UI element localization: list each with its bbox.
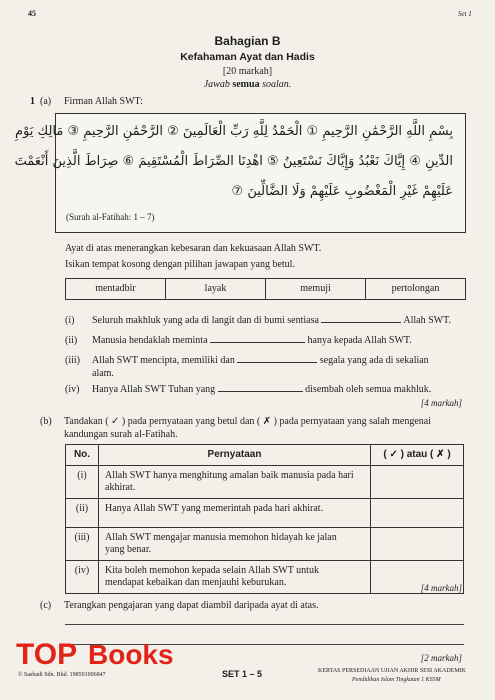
- table-row: [66, 528, 464, 561]
- arabic-line-1: بِسْمِ اللَّهِ الرَّحْمَٰنِ الرَّحِيمِ ① الْحَمْدُ لِلَّهِ رَبِّ الْعَالَمِينَ ② الرَّحْمَٰنِ الرَّحِيمِ ③ مَالِكِ يَوْمِ: [14, 124, 453, 139]
- answer-line[interactable]: [65, 624, 464, 625]
- answer-blank[interactable]: [237, 362, 317, 363]
- marks-a: [4 markah]: [420, 398, 462, 408]
- row-statement: Kita boleh memohon kepada selain Allah SWT untuk mendapat kebaikan dan menjauhi keburukan.: [99, 561, 371, 594]
- logo-books-text: Books: [88, 639, 174, 670]
- part-b-instruction-2: kandungan surah al-Fatihah.: [64, 429, 178, 440]
- part-a-label: (a): [40, 96, 52, 107]
- footer-right-2: Pendidikan Islam Tingkatan 1 KSSM: [352, 677, 441, 683]
- page-code: SET 1 – 5: [222, 669, 263, 679]
- answer-cell[interactable]: [371, 466, 464, 499]
- header-no: No.: [66, 445, 99, 466]
- fill-item-2: Manusia hendaklah meminta hanya kepada Allah SWT.: [92, 335, 412, 346]
- item-number: (iv): [65, 384, 80, 395]
- item-number: (iii): [65, 355, 80, 366]
- section-title: Bahagian B: [214, 34, 281, 48]
- question-number: 1: [30, 96, 35, 107]
- page-number: 45: [28, 9, 36, 18]
- row-statement: Allah SWT hanya menghitung amalan baik manusia pada hari akhirat.: [99, 466, 371, 499]
- part-c-prompt: Terangkan pengajaran yang dapat diambil daripada ayat di atas.: [64, 600, 319, 611]
- row-number: (iv): [66, 561, 99, 594]
- statement-table: [65, 444, 464, 594]
- answer-cell[interactable]: [371, 499, 464, 528]
- item-number: (i): [65, 315, 75, 326]
- header-answer: ( ✓ ) atau ( ✗ ): [371, 445, 464, 466]
- word-bank-item: pertolongan: [391, 283, 440, 294]
- table-row: [66, 499, 464, 528]
- fill-item-4: Hanya Allah SWT Tuhan yang disembah oleh semua makhluk.: [92, 384, 432, 395]
- item-number: (ii): [65, 335, 78, 346]
- answer-blank[interactable]: [218, 391, 303, 392]
- description-2: Isikan tempat kosong dengan pilihan jawapan yang betul.: [65, 259, 295, 270]
- part-a-prompt: Firman Allah SWT:: [64, 96, 143, 107]
- row-number: (iii): [66, 528, 99, 561]
- table-row: [66, 466, 464, 499]
- fill-item-1: Seluruh makhluk yang ada di langit dan di bumi sentiasa Allah SWT.: [92, 315, 451, 326]
- row-number: (ii): [66, 499, 99, 528]
- surah-reference: (Surah al-Fatihah: 1 – 7): [66, 212, 155, 222]
- answer-blank[interactable]: [321, 322, 401, 323]
- set-label: Set 1: [458, 10, 472, 18]
- fill-item-3: Allah SWT mencipta, memiliki dan segala yang ada di sekalian: [92, 355, 429, 366]
- topbooks-logo: [14, 628, 194, 676]
- word-bank-item: mentadbir: [66, 279, 166, 299]
- section-instruction: Jawab semua soalan.: [203, 79, 292, 90]
- verse-box: [14, 113, 466, 233]
- marks-b: [4 markah]: [420, 583, 462, 593]
- topbooks-logo-graphic: [14, 628, 194, 676]
- part-b-label: (b): [40, 416, 52, 427]
- word-bank-item: layak: [166, 279, 266, 299]
- section-marks: [20 markah]: [222, 66, 273, 77]
- answer-cell[interactable]: [371, 528, 464, 561]
- arabic-line-2: الدِّينِ ④ إِيَّاكَ نَعْبُدُ وَإِيَّاكَ نَسْتَعِينُ ⑤ اهْدِنَا الصِّرَاطَ الْمُسْتَقِيمَ ⑥ صِرَاطَ الَّذِينَ أَنْعَمْتَ: [14, 154, 453, 169]
- logo-top-text: TOP: [16, 638, 78, 671]
- row-number: (i): [66, 466, 99, 499]
- table-header-row: [66, 445, 464, 466]
- marks-c: [2 markah]: [420, 653, 462, 663]
- section-subtitle: Kefahaman Ayat dan Hadis: [180, 51, 315, 63]
- table-row: [66, 561, 464, 594]
- fill-item-3-cont: alam.: [92, 368, 114, 379]
- word-bank: [65, 278, 466, 300]
- row-statement: Hanya Allah SWT yang memerintah pada hari akhirat.: [99, 499, 371, 528]
- part-c-label: (c): [40, 600, 52, 611]
- part-b-instruction-1: Tandakan ( ✓ ) pada pernyataan yang betul dan ( ✗ ) pada pernyataan yang salah mengenai: [64, 416, 432, 427]
- footer-right-1: KERTAS PERSEDIAAN UJIAN AKHIR SESI AKADEMIK: [318, 668, 466, 674]
- arabic-line-3: عَلَيْهِمْ غَيْرِ الْمَغْضُوبِ عَلَيْهِمْ وَلَا الضَّالِّينَ ⑦: [231, 184, 453, 199]
- description-1: Ayat di atas menerangkan kebesaran dan kekuasaan Allah SWT.: [65, 243, 322, 254]
- copyright: © Sasbadi Sdn. Bhd. 198501006847: [18, 672, 106, 678]
- word-bank-item: memuji: [266, 279, 366, 299]
- row-statement: Allah SWT mengajar manusia memohon hidayah ke jalan yang benar.: [99, 528, 371, 561]
- answer-blank[interactable]: [210, 342, 305, 343]
- header-statement: Pernyataan: [99, 445, 371, 466]
